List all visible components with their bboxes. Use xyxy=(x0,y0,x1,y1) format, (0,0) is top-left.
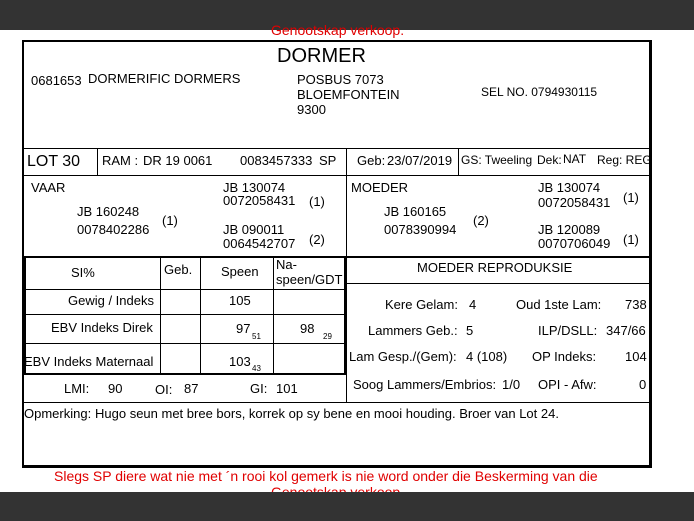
opi-label: OPI - Afw: xyxy=(538,377,597,392)
remark-text: Hugo seun met bree bors, korrek op sy bene en mooi houding. Broer van Lot 24. xyxy=(95,406,559,421)
op-label: OP Indeks: xyxy=(532,349,597,364)
address-line: 9300 xyxy=(297,102,326,117)
top-notice: Genootskap verkoop. xyxy=(271,22,405,38)
cell-number: SEL NO. 0794930115 xyxy=(481,85,598,99)
divider xyxy=(160,256,161,373)
ilp-value: 347/66 xyxy=(606,323,646,338)
dam-id: JB 160165 xyxy=(384,204,447,219)
oud-value: 738 xyxy=(625,297,647,312)
divider xyxy=(458,148,459,175)
geb-header: Geb. xyxy=(164,262,193,277)
lot-card xyxy=(22,40,652,468)
row-naspeen-value: 98 xyxy=(300,321,315,336)
divider xyxy=(346,283,651,284)
born-date: 23/07/2019 xyxy=(387,153,453,168)
footer-notice: Slegs SP diere wat nie met ´n rooi kol gemerk is nie word onder die Beskerming van die xyxy=(54,468,598,484)
row-naspeen-accuracy: 29 xyxy=(323,332,332,341)
dam-dam-count: (1) xyxy=(623,232,639,247)
lammers-label: Lammers Geb.: xyxy=(368,323,458,338)
si-header: SI% xyxy=(71,265,95,280)
dam-dam-id: JB 120089 xyxy=(538,222,601,237)
breeder-name: DORMERIFIC DORMERS xyxy=(88,71,241,86)
sire-dam-count: (2) xyxy=(309,232,325,247)
row-label: Gewig / Indeks xyxy=(68,293,154,308)
sire-count: (1) xyxy=(162,213,178,228)
oi-value: 87 xyxy=(184,381,199,396)
gesp-label: Lam Gesp./(Gem): xyxy=(349,349,457,364)
lmi-label: LMI: xyxy=(64,381,90,396)
sire-sire-id: JB 130074 xyxy=(223,180,286,195)
address-line: POSBUS 7073 xyxy=(297,72,384,87)
sire-dam-id: JB 090011 xyxy=(223,222,285,237)
row-speen-value: 105 xyxy=(229,293,251,308)
divider xyxy=(24,148,651,149)
oud-label: Oud 1ste Lam: xyxy=(516,297,602,312)
dam-count: (2) xyxy=(473,213,489,228)
sire-sire-number: 0072058431 xyxy=(223,193,296,208)
lmi-value: 90 xyxy=(108,381,123,396)
divider xyxy=(24,289,346,290)
row-speen-value: 103 xyxy=(229,354,251,369)
dam-sire-number: 0072058431 xyxy=(538,195,611,210)
born-label: Geb: xyxy=(357,153,386,168)
breeder-number: 0681653 xyxy=(31,73,82,88)
soog-label: Soog Lammers/Embrios: xyxy=(353,377,497,392)
divider xyxy=(344,256,346,373)
sire-id: JB 160248 xyxy=(77,204,140,219)
divider xyxy=(24,175,651,176)
row-label: EBV Indeks Maternaal xyxy=(24,354,154,369)
repro-title: MOEDER REPRODUKSIE xyxy=(417,260,573,275)
row-speen-accuracy: 51 xyxy=(252,332,261,341)
gesp-value: 4 (108) xyxy=(466,349,508,364)
card-title: DORMER xyxy=(277,45,366,67)
kere-label: Kere Gelam: xyxy=(385,297,458,312)
lot-number: LOT 30 xyxy=(27,153,81,170)
gs-status: GS: Tweeling xyxy=(461,153,533,167)
reg-status: Reg: REG xyxy=(597,153,652,167)
gi-value: 101 xyxy=(276,381,298,396)
row-label: EBV Indeks Direk xyxy=(51,320,153,335)
ram-number: 0083457333 xyxy=(240,153,313,168)
divider xyxy=(24,373,346,375)
sire-sire-count: (1) xyxy=(309,194,325,209)
row-speen-value: 97 xyxy=(236,321,251,336)
dam-number: 0078390994 xyxy=(384,222,457,237)
ram-label: RAM : xyxy=(102,153,139,168)
dam-sire-id: JB 130074 xyxy=(538,180,601,195)
divider xyxy=(24,402,651,403)
dek-label: Dek: xyxy=(537,153,562,167)
sire-label: VAAR xyxy=(31,180,66,195)
kere-value: 4 xyxy=(469,297,477,312)
divider xyxy=(97,148,98,175)
sire-dam-number: 0064542707 xyxy=(223,236,296,251)
oi-label: OI: xyxy=(155,382,173,397)
dek-value: NAT xyxy=(563,152,587,166)
remark-label: Opmerking: xyxy=(24,406,92,421)
address-line: BLOEMFONTEIN xyxy=(297,87,400,102)
soog-value: 1/0 xyxy=(502,377,521,392)
divider xyxy=(200,256,201,373)
ram-grade: SP xyxy=(319,153,337,168)
divider xyxy=(24,314,346,315)
opi-value: 0 xyxy=(639,377,647,392)
naspeen-header: Na- speen/GDT xyxy=(276,257,343,287)
dam-sire-count: (1) xyxy=(623,190,639,205)
bottom-bar-overlay xyxy=(0,492,694,521)
ilp-label: ILP/DSLL: xyxy=(538,323,598,338)
op-value: 104 xyxy=(625,349,647,364)
dam-label: MOEDER xyxy=(351,180,409,195)
lammers-value: 5 xyxy=(466,323,474,338)
sire-number: 0078402286 xyxy=(77,222,150,237)
gi-label: GI: xyxy=(250,381,268,396)
divider xyxy=(24,343,346,344)
divider xyxy=(273,256,274,373)
speen-header: Speen xyxy=(221,264,259,279)
dam-dam-number: 0070706049 xyxy=(538,236,611,251)
ram-id: DR 19 0061 xyxy=(143,153,213,168)
row-speen-accuracy: 43 xyxy=(252,364,261,373)
divider xyxy=(346,148,347,402)
